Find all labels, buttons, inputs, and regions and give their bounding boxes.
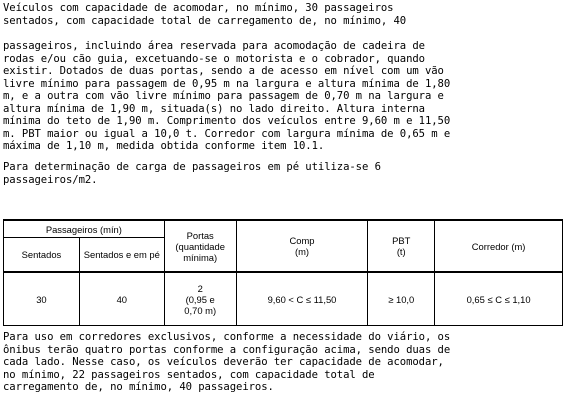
doors-value: 2 (0,95 e 0,70 m): [164, 272, 236, 326]
body-paragraph: passageiros, incluindo área reservada para acomodação de cadeira de rodas e/ou cão guia, excetuando-se o motorista e o cobrador, quando existir. Dotados de duas portas, sendo a de acesso em nível com um vão livre mínimo para passagem de 0,95 m na largura e altura mínima de 1,80 m, e a outra com vão livre mínimo para passagem de 0,70 m na largura e altura mínima de 1,90 m, situada(s) no lado direito. Altura interna mínima do teto de 1,90 m. Comprimento dos veículos entre 9,60 m e 11,50 m. PBT maior ou igual a 10,0 t. Corredor com largura mínima de 0,65 m e máxima de 1,10 m, medida obtida conforme item 10.1.: [3, 40, 451, 152]
vehicle-spec-table: [3, 219, 563, 326]
table-header-row: [4, 220, 563, 238]
pbt-header: PBT (t): [368, 220, 435, 272]
seated-value: 30: [4, 272, 80, 326]
corridor-value: 0,65 ≤ C ≤ 1,10: [435, 272, 563, 326]
table-row: [4, 272, 563, 326]
pbt-value: ≥ 10,0: [368, 272, 435, 326]
length-header: Comp (m): [236, 220, 368, 272]
seated-standing-header: Sentados e em pé: [79, 238, 164, 273]
seated-standing-value: 40: [79, 272, 164, 326]
standing-load-paragraph: Para determinação de carga de passageiros em pé utiliza-se 6 passageiros/m2.: [3, 161, 381, 186]
seated-header: Sentados: [4, 238, 80, 273]
doors-header: Portas (quantidade mínima): [164, 220, 236, 272]
corridor-header: Corredor (m): [435, 220, 563, 272]
intro-paragraph: Veículos com capacidade de acomodar, no mínimo, 30 passageiros sentados, com capacidade total de carregamento de, no mínimo, 40: [3, 2, 407, 27]
passengers-group-header: Passageiros (mín): [4, 220, 165, 238]
exclusive-corridor-paragraph: Para uso em corredores exclusivos, conforme a necessidade do viário, os ônibus terão quatro portas conforme a configuração acima, sendo duas de cada lado. Nesse caso, os veículos deverão ter capacidade de acomodar, no mínimo, 22 passageiros sentados, com capacidade total de carregamento de, no mínimo, 40 passageiros.: [3, 331, 451, 393]
length-value: 9,60 < C ≤ 11,50: [236, 272, 368, 326]
